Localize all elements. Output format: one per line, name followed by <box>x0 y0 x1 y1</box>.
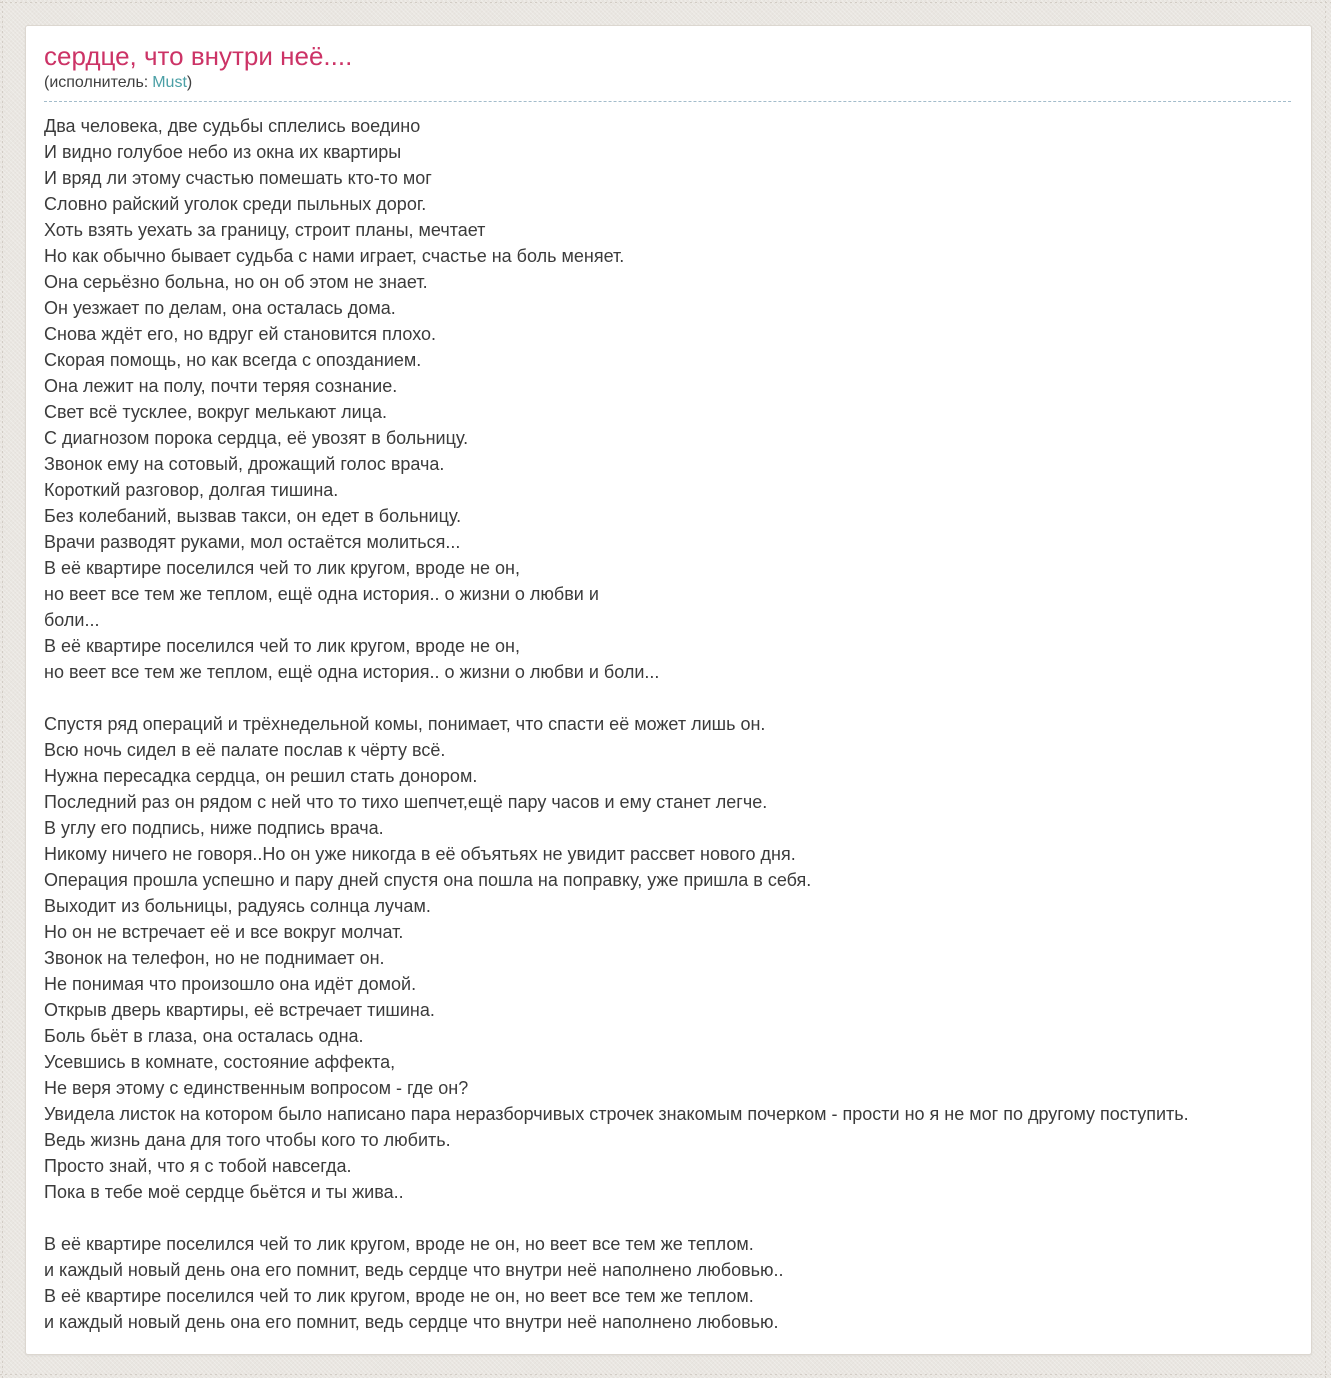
lyrics-line <box>44 1205 1291 1231</box>
page-border-pattern-left <box>2 0 3 1378</box>
lyrics-line: Боль бьёт в глаза, она осталась одна. <box>44 1026 364 1046</box>
lyrics-line: Два человека, две судьбы сплелись воедино <box>44 116 421 136</box>
lyrics-line: Но как обычно бывает судьба с нами играет, счастье на боль меняет. <box>44 246 625 266</box>
lyrics-line: Короткий разговор, долгая тишина. <box>44 480 339 500</box>
lyrics-line: В её квартире поселился чей то лик кругом, вроде не он, но веет все тем же теплом. <box>44 1286 754 1306</box>
lyrics-line: Но он не встречает её и все вокруг молчат. <box>44 922 404 942</box>
lyrics-line: боли... <box>44 610 100 630</box>
lyrics-line: Операция прошла успешно и пару дней спустя она пошла на поправку, уже пришла в себя. <box>44 870 812 890</box>
lyrics-line: Нужна пересадка сердца, он решил стать донором. <box>44 766 478 786</box>
lyrics-card <box>25 25 1312 1355</box>
lyrics-line: но веет все тем же теплом, ещё одна история.. о жизни о любви и боли... <box>44 662 660 682</box>
lyrics-line: В её квартире поселился чей то лик кругом, вроде не он, но веет все тем же теплом. <box>44 1234 754 1254</box>
lyrics-line: Не понимая что произошло она идёт домой. <box>44 974 417 994</box>
lyrics-line: Звонок ему на сотовый, дрожащий голос врача. <box>44 454 445 474</box>
lyrics-line: Последний раз он рядом с ней что то тихо шепчет,ещё пару часов и ему станет легче. <box>44 792 768 812</box>
lyrics-line: но веет все тем же теплом, ещё одна история.. о жизни о любви и <box>44 584 599 604</box>
page-border-pattern-top <box>0 2 1331 3</box>
artist-link[interactable]: Must <box>152 74 187 91</box>
artist-label-close-paren: ) <box>186 74 193 91</box>
lyrics-line: Просто знай, что я с тобой навсегда. <box>44 1156 352 1176</box>
lyrics-line: Снова ждёт его, но вдруг ей становится плохо. <box>44 324 437 344</box>
lyrics-line: В её квартире поселился чей то лик кругом, вроде не он, <box>44 636 520 656</box>
lyrics-line: Не веря этому с единственным вопросом - где он? <box>44 1078 469 1098</box>
lyrics-line: Свет всё тусклее, вокруг мелькают лица. <box>44 402 388 422</box>
artist-line <box>44 73 1291 102</box>
artist-label: (исполнитель: <box>44 74 149 91</box>
lyrics-line: и каждый новый день она его помнит, ведь сердце что внутри неё наполнено любовью.. <box>44 1260 784 1280</box>
lyrics-line: Без колебаний, вызвав такси, он едет в больницу. <box>44 506 462 526</box>
lyrics-line: И вряд ли этому счастью помешать кто-то мог <box>44 168 432 188</box>
lyrics-line: И видно голубое небо из окна их квартиры <box>44 142 402 162</box>
lyrics-line: Усевшись в комнате, состояние аффекта, <box>44 1052 396 1072</box>
lyrics-line: Выходит из больницы, радуясь солнца лучам. <box>44 896 431 916</box>
song-title: сердце, что внутри неё.... <box>44 41 353 71</box>
lyrics-line: Врачи разводят руками, мол остаётся молиться... <box>44 532 461 552</box>
lyrics-line: Скорая помощь, но как всегда с опозданием. <box>44 350 422 370</box>
lyrics-line: Он уезжает по делам, она осталась дома. <box>44 298 396 318</box>
lyrics-line: Ведь жизнь дана для того чтобы кого то любить. <box>44 1130 451 1150</box>
lyrics-line: Спустя ряд операций и трёхнедельной комы, понимает, что спасти её может лишь он. <box>44 714 766 734</box>
lyrics-line: Она серьёзно больна, но он об этом не знает. <box>44 272 428 292</box>
lyrics-line: Открыв дверь квартиры, её встречает тишина. <box>44 1000 435 1020</box>
lyrics-line: Звонок на телефон, но не поднимает он. <box>44 948 385 968</box>
lyrics-text <box>44 113 1291 1335</box>
lyrics-line: Хоть взять уехать за границу, строит планы, мечтает <box>44 220 486 240</box>
lyrics-line: В углу его подпись, ниже подпись врача. <box>44 818 384 838</box>
lyrics-line: Всю ночь сидел в её палате послав к чёрту всё. <box>44 740 446 760</box>
page-border-pattern-bottom <box>0 1374 1331 1375</box>
lyrics-line: Пока в тебе моё сердце бьётся и ты жива.. <box>44 1182 404 1202</box>
lyrics-line: Увидела листок на котором было написано пара неразборчивых строчек знакомым почерком - прости но я не мог по другому поступить. <box>44 1104 1189 1124</box>
lyrics-line: Она лежит на полу, почти теряя сознание. <box>44 376 398 396</box>
lyrics-line: В её квартире поселился чей то лик кругом, вроде не он, <box>44 558 520 578</box>
lyrics-line: и каждый новый день она его помнит, ведь сердце что внутри неё наполнено любовью. <box>44 1312 779 1332</box>
lyrics-line: С диагнозом порока сердца, её увозят в больницу. <box>44 428 469 448</box>
lyrics-line <box>44 685 1291 711</box>
page-border-pattern-right <box>1325 0 1326 1378</box>
lyrics-line: Никому ничего не говоря..Но он уже никогда в её объятьях не увидит рассвет нового дня. <box>44 844 796 864</box>
lyrics-line: Словно райский уголок среди пыльных дорог. <box>44 194 427 214</box>
